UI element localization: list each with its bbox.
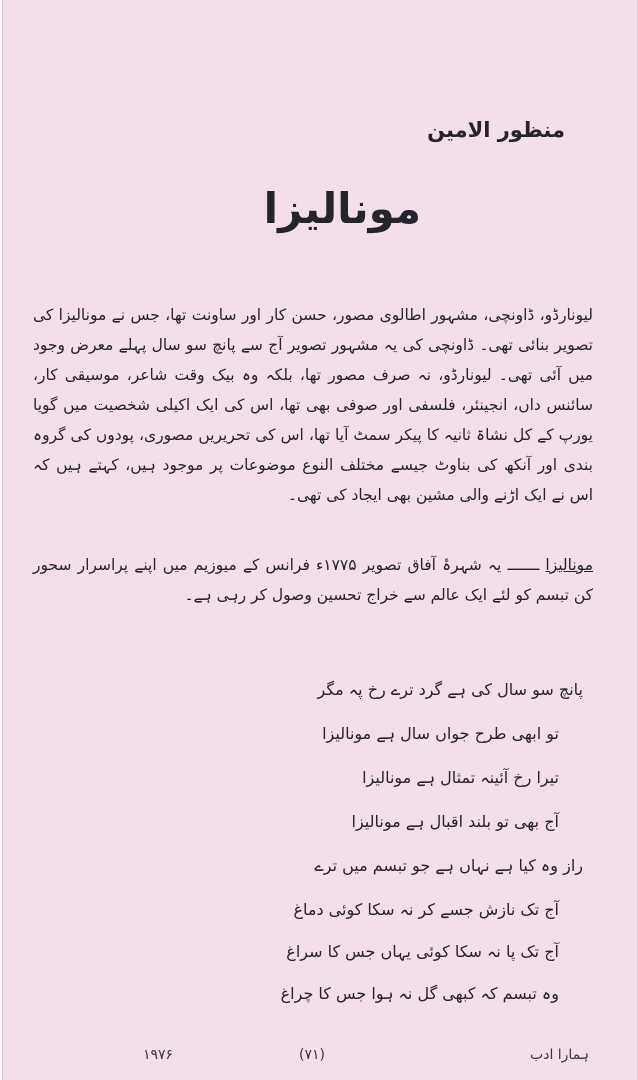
poem-line: پانچ سو سال کی ہے گرد ترے رخ پہ مگر: [317, 680, 583, 699]
poem: [63, 680, 583, 1010]
poem-line: آج بھی تو بلند اقبال ہے مونالیزا: [351, 812, 559, 831]
poem-line: وہ تبسم کہ کبھی گل نہ ہوا جس کا چراغ: [280, 984, 559, 1003]
author-name: منظور الامین: [427, 118, 565, 142]
footer-year: ۱۹۷۶: [143, 1047, 174, 1063]
poem-line: راز وہ کیا ہے نہاں ہے جو تبسم میں ترے: [314, 856, 583, 875]
footer-page-number: (۷۱): [299, 1047, 325, 1063]
poem-line: تیرا رخ آئینہ تمثال ہے مونالیزا: [362, 768, 559, 787]
paragraph-lead-word: مونالیزا: [545, 556, 593, 574]
paragraph-body: ـــــــ یہ شہرۂ آفاق تصویر ۱۷۷۵ء فرانس کے میوزیم میں اپنے پراسرار سحور کن تبسم کو لئے ایک عالم سے خراج تحسین وصول کر رہی ہے۔: [33, 556, 593, 604]
footer-magazine-name: ہمارا ادب: [530, 1047, 589, 1063]
poem-line: آج تک پا نہ سکا کوئی یہاں جس کا سراغ: [286, 942, 559, 961]
poem-line: آج تک نازش جسے کر نہ سکا کوئی دماغ: [293, 900, 559, 919]
poem-line: تو ابھی طرح جواں سال ہے مونالیزا: [322, 724, 559, 743]
paragraph-monalisa: [33, 550, 593, 610]
article-title: مونالیزا: [263, 184, 421, 233]
paragraph-intro: لیونارڈو، ڈاونچی، مشہور اطالوی مصور، حسن کار اور ساونت تھا، جس نے مونالیزا کی تصویر بنائی تھی۔ ڈاونچی کی یہ مشہور تصویر آج سے پانچ سو سال پہلے معرض وجود میں آئی تھی۔ لیونارڈو، نہ صرف مصور تھا، بلکہ وہ بیک وقت شاعر، موسیقی کار، سائنس داں، انجینئر، فلسفی اور صوفی بھی تھا، اس کی ایک اکیلی شخصیت میں گویا یورپ کے کل نشاۃ ثانیہ کا پیکر سمٹ آیا تھا، اس کی تحریریں مصوری، پودوں کی گروہ بندی اور آنکھ کی بناوٹ جیسے مختلف النوع موضوعات پر موجود ہیں، کہتے ہیں کہ اس نے ایک اڑنے والی مشین بھی ایجاد کی تھی۔: [33, 306, 593, 504]
document-page: [2, 0, 638, 1080]
